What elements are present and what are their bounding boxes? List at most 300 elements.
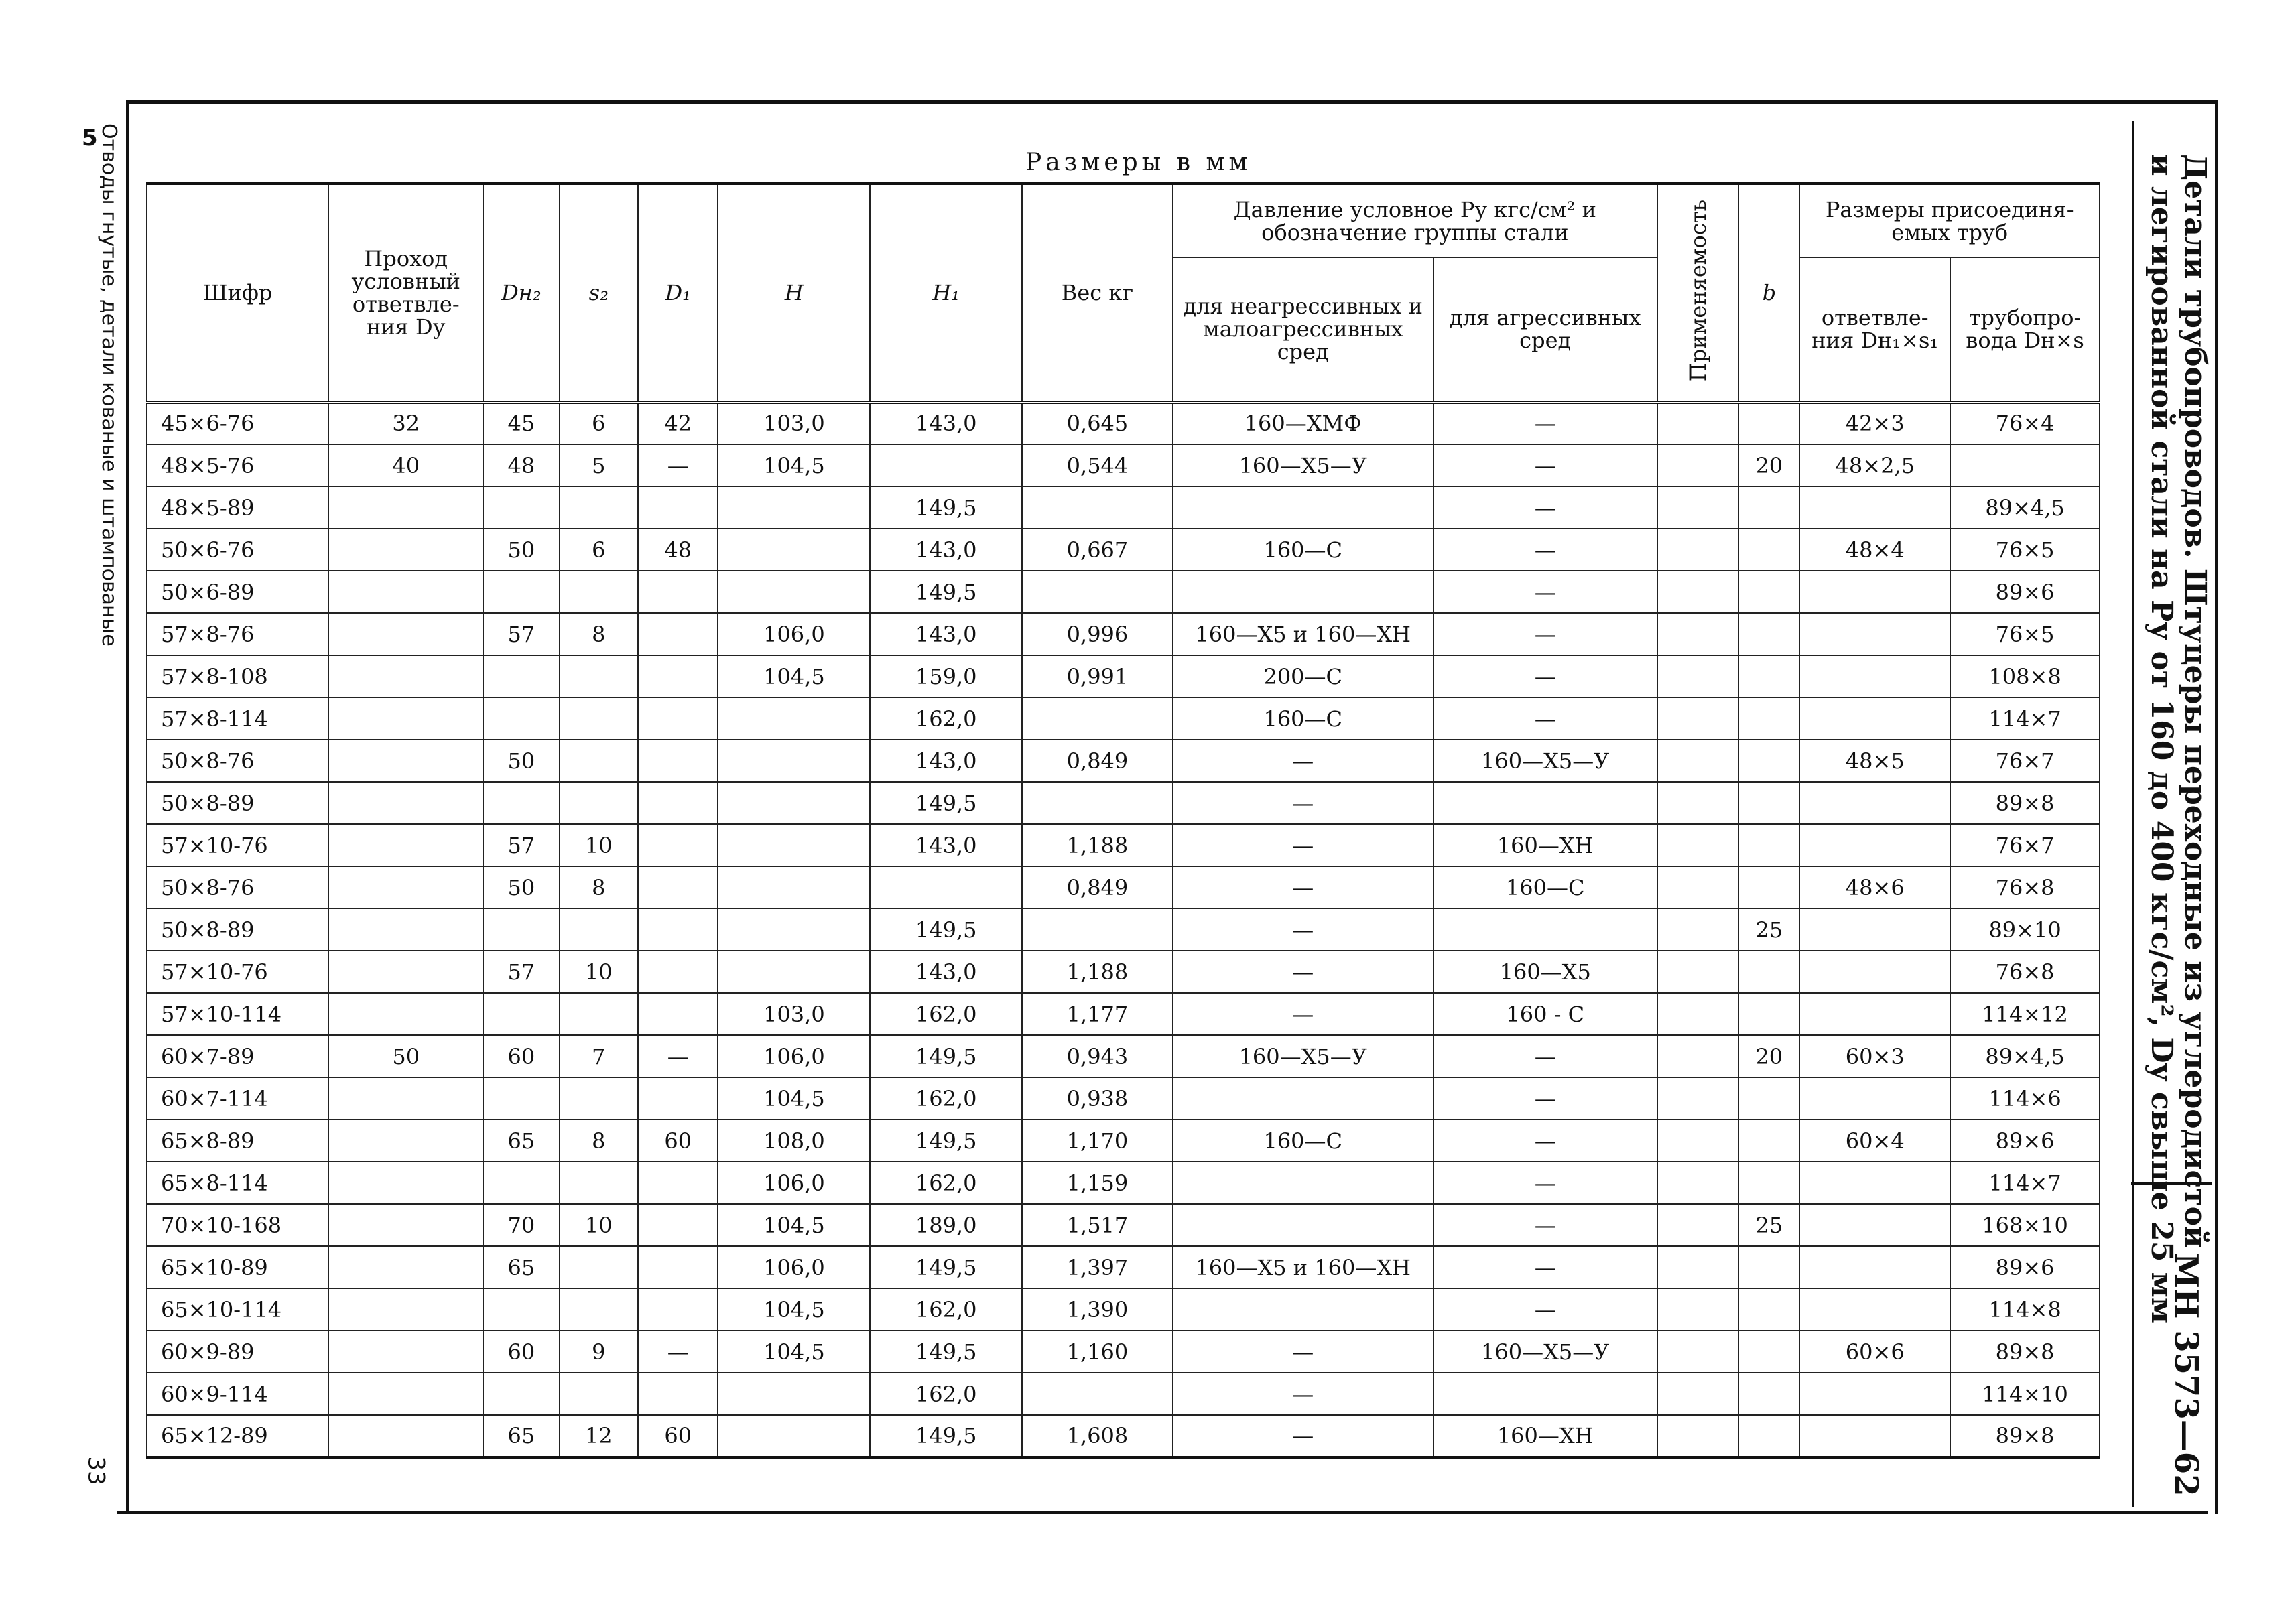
cell-otv <box>1799 655 1950 697</box>
cell-ves: 0,991 <box>1022 655 1173 697</box>
cell-d1 <box>638 908 718 951</box>
cell-agr: — <box>1433 697 1657 740</box>
header-b: b <box>1738 184 1799 402</box>
cell-neagr <box>1173 1204 1433 1246</box>
table-row <box>147 529 2100 571</box>
header-s2: s₂ <box>560 184 638 402</box>
cell-ves: 1,397 <box>1022 1246 1173 1288</box>
cell-agr: — <box>1433 402 1657 444</box>
table-row <box>147 444 2100 486</box>
cell-h <box>718 824 870 866</box>
cell-trub: 114×10 <box>1950 1373 2100 1415</box>
table-row <box>147 951 2100 993</box>
cell-trub: 114×7 <box>1950 697 2100 740</box>
cell-trub: 89×8 <box>1950 1331 2100 1373</box>
cell-shifr: 57×10-76 <box>147 824 328 866</box>
cell-h: 103,0 <box>718 993 870 1035</box>
cell-neagr <box>1173 486 1433 529</box>
cell-trub: 89×6 <box>1950 571 2100 613</box>
cell-otv: 48×2,5 <box>1799 444 1950 486</box>
table-row <box>147 1415 2100 1457</box>
cell-s2 <box>560 740 638 782</box>
cell-h: 104,5 <box>718 655 870 697</box>
cell-neagr: 160—Х5 и 160—ХН <box>1173 613 1433 655</box>
cell-d1: — <box>638 1331 718 1373</box>
cell-h <box>718 782 870 824</box>
cell-b: 25 <box>1738 1204 1799 1246</box>
table-body <box>147 402 2100 1457</box>
cell-dn2: 60 <box>483 1331 559 1373</box>
cell-ves: 1,159 <box>1022 1162 1173 1204</box>
cell-dn2: 60 <box>483 1035 559 1077</box>
cell-h: 104,5 <box>718 1288 870 1331</box>
header-h1: H₁ <box>870 184 1022 402</box>
cell-s2 <box>560 1288 638 1331</box>
cell-h1: 149,5 <box>870 571 1022 613</box>
frame-top-rule <box>127 100 2218 104</box>
cell-dy <box>328 1288 483 1331</box>
title-column-rule <box>2132 121 2134 1507</box>
cell-s2: 6 <box>560 529 638 571</box>
cell-agr: 160—С <box>1433 866 1657 908</box>
cell-b <box>1738 655 1799 697</box>
cell-s2: 7 <box>560 1035 638 1077</box>
cell-neagr <box>1173 1162 1433 1204</box>
cell-d1 <box>638 655 718 697</box>
cell-dn2: 57 <box>483 824 559 866</box>
table-row <box>147 824 2100 866</box>
cell-dn2: 48 <box>483 444 559 486</box>
document-title-line1: Детали трубопроводов. Штуцеры переходные из углеродистой <box>2178 154 2212 1248</box>
cell-h: 106,0 <box>718 613 870 655</box>
table-row <box>147 908 2100 951</box>
cell-primen <box>1657 1077 1738 1120</box>
cell-d1 <box>638 1204 718 1246</box>
cell-shifr: 65×10-114 <box>147 1288 328 1331</box>
cell-d1 <box>638 782 718 824</box>
cell-ves: 0,849 <box>1022 866 1173 908</box>
cell-ves: 0,996 <box>1022 613 1173 655</box>
cell-b <box>1738 1077 1799 1120</box>
cell-shifr: 57×8-114 <box>147 697 328 740</box>
cell-b <box>1738 1162 1799 1204</box>
cell-shifr: 50×6-76 <box>147 529 328 571</box>
cell-neagr: — <box>1173 908 1433 951</box>
cell-dn2 <box>483 782 559 824</box>
cell-s2: 12 <box>560 1415 638 1457</box>
cell-ves <box>1022 697 1173 740</box>
cell-neagr: — <box>1173 1415 1433 1457</box>
cell-agr: — <box>1433 486 1657 529</box>
cell-otv <box>1799 908 1950 951</box>
cell-primen <box>1657 1120 1738 1162</box>
cell-trub: 89×10 <box>1950 908 2100 951</box>
cell-trub: 76×8 <box>1950 951 2100 993</box>
cell-h: 104,5 <box>718 444 870 486</box>
cell-primen <box>1657 824 1738 866</box>
cell-agr: — <box>1433 655 1657 697</box>
cell-h1: 149,5 <box>870 1415 1022 1457</box>
cell-s2 <box>560 908 638 951</box>
cell-otv <box>1799 571 1950 613</box>
cell-s2: 10 <box>560 1204 638 1246</box>
cell-b: 25 <box>1738 908 1799 951</box>
cell-primen <box>1657 1246 1738 1288</box>
cell-trub: 114×8 <box>1950 1288 2100 1331</box>
header-primen-text: Применяемость <box>1685 200 1711 382</box>
cell-h1: 143,0 <box>870 740 1022 782</box>
cell-h1: 189,0 <box>870 1204 1022 1246</box>
cell-trub: 89×4,5 <box>1950 486 2100 529</box>
cell-s2 <box>560 486 638 529</box>
cell-trub: 76×8 <box>1950 866 2100 908</box>
cell-neagr: — <box>1173 951 1433 993</box>
cell-dy <box>328 1120 483 1162</box>
cell-b <box>1738 866 1799 908</box>
cell-h <box>718 908 870 951</box>
cell-trub: 89×8 <box>1950 782 2100 824</box>
cell-agr: 160 - С <box>1433 993 1657 1035</box>
cell-dy <box>328 1077 483 1120</box>
cell-agr: — <box>1433 1120 1657 1162</box>
cell-b <box>1738 529 1799 571</box>
cell-otv: 48×6 <box>1799 866 1950 908</box>
cell-ves: 1,160 <box>1022 1331 1173 1373</box>
cell-h: 103,0 <box>718 402 870 444</box>
cell-h <box>718 951 870 993</box>
cell-b <box>1738 486 1799 529</box>
cell-neagr: 200—С <box>1173 655 1433 697</box>
cell-d1 <box>638 866 718 908</box>
units-caption: Размеры в мм <box>1025 149 1252 176</box>
cell-neagr: — <box>1173 824 1433 866</box>
section-running-title: Отводы гнутые, детали кованые и штампованые <box>97 123 121 647</box>
cell-neagr: 160—С <box>1173 529 1433 571</box>
cell-ves: 0,849 <box>1022 740 1173 782</box>
cell-b <box>1738 1288 1799 1331</box>
cell-ves <box>1022 571 1173 613</box>
cell-b <box>1738 571 1799 613</box>
cell-shifr: 57×8-76 <box>147 613 328 655</box>
cell-h: 104,5 <box>718 1077 870 1120</box>
cell-ves <box>1022 908 1173 951</box>
cell-ves: 0,667 <box>1022 529 1173 571</box>
cell-b <box>1738 1120 1799 1162</box>
cell-d1 <box>638 486 718 529</box>
cell-d1 <box>638 1288 718 1331</box>
header-ves: Вес кг <box>1022 184 1173 402</box>
cell-h: 106,0 <box>718 1035 870 1077</box>
cell-s2: 5 <box>560 444 638 486</box>
cell-h <box>718 1373 870 1415</box>
cell-primen <box>1657 740 1738 782</box>
cell-h1: 143,0 <box>870 613 1022 655</box>
cell-primen <box>1657 613 1738 655</box>
cell-agr: — <box>1433 1246 1657 1288</box>
cell-dy <box>328 951 483 993</box>
cell-shifr: 65×8-114 <box>147 1162 328 1204</box>
cell-b <box>1738 824 1799 866</box>
cell-d1: 42 <box>638 402 718 444</box>
table-row <box>147 486 2100 529</box>
cell-dy <box>328 655 483 697</box>
table-row <box>147 613 2100 655</box>
cell-otv <box>1799 486 1950 529</box>
cell-primen <box>1657 908 1738 951</box>
cell-dy <box>328 571 483 613</box>
header-neagr: для неагрессивных и малоагрессивных сред <box>1173 257 1433 402</box>
cell-primen <box>1657 655 1738 697</box>
cell-h1: 149,5 <box>870 1331 1022 1373</box>
cell-h1: 143,0 <box>870 529 1022 571</box>
cell-shifr: 57×10-114 <box>147 993 328 1035</box>
cell-primen <box>1657 697 1738 740</box>
cell-s2: 10 <box>560 951 638 993</box>
cell-s2 <box>560 1246 638 1288</box>
cell-trub: 89×4,5 <box>1950 1035 2100 1077</box>
cell-primen <box>1657 1204 1738 1246</box>
table-row <box>147 1246 2100 1288</box>
cell-trub: 114×6 <box>1950 1077 2100 1120</box>
table-row <box>147 1204 2100 1246</box>
cell-b: 20 <box>1738 444 1799 486</box>
cell-neagr: 160—С <box>1173 697 1433 740</box>
page-number-bottom: 33 <box>82 1456 110 1485</box>
cell-s2: 8 <box>560 1120 638 1162</box>
cell-primen <box>1657 1373 1738 1415</box>
cell-trub: 89×6 <box>1950 1246 2100 1288</box>
cell-dy <box>328 740 483 782</box>
cell-otv: 60×4 <box>1799 1120 1950 1162</box>
cell-h1 <box>870 444 1022 486</box>
cell-ves: 0,943 <box>1022 1035 1173 1077</box>
cell-h1: 162,0 <box>870 1162 1022 1204</box>
cell-otv <box>1799 1246 1950 1288</box>
cell-h1: 149,5 <box>870 1246 1022 1288</box>
cell-neagr: — <box>1173 1331 1433 1373</box>
cell-agr <box>1433 1373 1657 1415</box>
cell-s2 <box>560 655 638 697</box>
cell-h1: 162,0 <box>870 1077 1022 1120</box>
cell-s2: 10 <box>560 824 638 866</box>
cell-neagr <box>1173 571 1433 613</box>
table-row <box>147 1373 2100 1415</box>
cell-h <box>718 529 870 571</box>
header-razmery: Размеры присоединя- емых труб <box>1799 184 2100 257</box>
cell-h1: 149,5 <box>870 1120 1022 1162</box>
cell-dy <box>328 486 483 529</box>
cell-h <box>718 486 870 529</box>
cell-agr <box>1433 782 1657 824</box>
cell-agr: — <box>1433 1162 1657 1204</box>
document-title-line2: и легированной стали на Pу от 160 до 400 кгс/см², Dу свыше 25 мм <box>2145 154 2179 1324</box>
cell-h: 106,0 <box>718 1162 870 1204</box>
cell-dn2: 45 <box>483 402 559 444</box>
cell-trub: 114×7 <box>1950 1162 2100 1204</box>
cell-dy <box>328 1331 483 1373</box>
header-davlenie: Давление условное Pу кгс/см² и обозначение группы стали <box>1173 184 1657 257</box>
table-row <box>147 571 2100 613</box>
cell-otv <box>1799 1415 1950 1457</box>
cell-shifr: 50×6-89 <box>147 571 328 613</box>
cell-b <box>1738 697 1799 740</box>
cell-ves: 1,188 <box>1022 951 1173 993</box>
cell-neagr: — <box>1173 782 1433 824</box>
cell-agr: — <box>1433 1204 1657 1246</box>
cell-trub: 114×12 <box>1950 993 2100 1035</box>
cell-h1: 149,5 <box>870 1035 1022 1077</box>
table-row <box>147 993 2100 1035</box>
cell-dn2: 50 <box>483 740 559 782</box>
cell-h <box>718 866 870 908</box>
cell-d1 <box>638 571 718 613</box>
cell-neagr: — <box>1173 993 1433 1035</box>
cell-dn2: 65 <box>483 1120 559 1162</box>
cell-dn2 <box>483 486 559 529</box>
cell-d1: 60 <box>638 1415 718 1457</box>
cell-d1 <box>638 697 718 740</box>
cell-primen <box>1657 1162 1738 1204</box>
cell-ves: 0,938 <box>1022 1077 1173 1120</box>
table-row <box>147 866 2100 908</box>
cell-dy <box>328 1246 483 1288</box>
cell-shifr: 65×8-89 <box>147 1120 328 1162</box>
cell-dn2 <box>483 1162 559 1204</box>
document-title <box>2145 154 2212 1323</box>
cell-d1: 60 <box>638 1120 718 1162</box>
frame-left-rule <box>126 100 129 1513</box>
table-row <box>147 1288 2100 1331</box>
cell-h1 <box>870 866 1022 908</box>
cell-otv: 48×5 <box>1799 740 1950 782</box>
cell-dy <box>328 697 483 740</box>
cell-h1: 143,0 <box>870 824 1022 866</box>
cell-agr: — <box>1433 613 1657 655</box>
cell-ves: 1,177 <box>1022 993 1173 1035</box>
cell-dy: 32 <box>328 402 483 444</box>
cell-agr: 160—Х5—У <box>1433 1331 1657 1373</box>
header-primen <box>1657 184 1738 402</box>
frame-right-rule <box>2215 100 2218 1514</box>
dimensions-table <box>146 182 2100 1459</box>
cell-trub: 76×4 <box>1950 402 2100 444</box>
header-h: H <box>718 184 870 402</box>
standard-code: МН 3573—62 <box>2167 1253 2205 1497</box>
cell-shifr: 60×7-89 <box>147 1035 328 1077</box>
cell-otv: 42×3 <box>1799 402 1950 444</box>
cell-shifr: 48×5-89 <box>147 486 328 529</box>
cell-neagr: 160—С <box>1173 1120 1433 1162</box>
cell-shifr: 45×6-76 <box>147 402 328 444</box>
cell-s2: 9 <box>560 1331 638 1373</box>
cell-dy: 40 <box>328 444 483 486</box>
cell-d1 <box>638 951 718 993</box>
cell-shifr: 60×9-114 <box>147 1373 328 1415</box>
cell-h1: 149,5 <box>870 782 1022 824</box>
cell-dy <box>328 993 483 1035</box>
cell-shifr: 57×10-76 <box>147 951 328 993</box>
header-agr: для агрессивных сред <box>1433 257 1657 402</box>
cell-shifr: 48×5-76 <box>147 444 328 486</box>
table-row <box>147 697 2100 740</box>
cell-s2 <box>560 1373 638 1415</box>
cell-shifr: 65×10-89 <box>147 1246 328 1288</box>
table-row <box>147 1162 2100 1204</box>
cell-shifr: 57×8-108 <box>147 655 328 697</box>
frame-bottom-rule <box>117 1511 2208 1514</box>
cell-ves <box>1022 1373 1173 1415</box>
cell-h <box>718 697 870 740</box>
cell-ves: 1,608 <box>1022 1415 1173 1457</box>
cell-s2: 8 <box>560 866 638 908</box>
cell-d1 <box>638 1373 718 1415</box>
cell-dn2 <box>483 1373 559 1415</box>
cell-otv <box>1799 613 1950 655</box>
cell-primen <box>1657 444 1738 486</box>
cell-primen <box>1657 1415 1738 1457</box>
cell-s2: 6 <box>560 402 638 444</box>
cell-agr: — <box>1433 529 1657 571</box>
cell-ves: 0,645 <box>1022 402 1173 444</box>
cell-otv: 60×6 <box>1799 1331 1950 1373</box>
cell-otv <box>1799 697 1950 740</box>
cell-otv <box>1799 782 1950 824</box>
cell-trub <box>1950 444 2100 486</box>
cell-otv <box>1799 993 1950 1035</box>
cell-otv: 60×3 <box>1799 1035 1950 1077</box>
cell-dy <box>328 613 483 655</box>
cell-d1 <box>638 1246 718 1288</box>
cell-b <box>1738 740 1799 782</box>
cell-h: 108,0 <box>718 1120 870 1162</box>
cell-h <box>718 740 870 782</box>
cell-otv <box>1799 951 1950 993</box>
cell-dn2 <box>483 908 559 951</box>
cell-h1: 162,0 <box>870 1373 1022 1415</box>
cell-s2: 8 <box>560 613 638 655</box>
cell-h1: 149,5 <box>870 908 1022 951</box>
cell-d1 <box>638 613 718 655</box>
cell-neagr: — <box>1173 1373 1433 1415</box>
cell-agr: — <box>1433 1035 1657 1077</box>
cell-dy <box>328 1204 483 1246</box>
cell-h: 106,0 <box>718 1246 870 1288</box>
cell-agr: 160—ХН <box>1433 824 1657 866</box>
table-row <box>147 740 2100 782</box>
cell-dn2: 50 <box>483 529 559 571</box>
cell-primen <box>1657 1288 1738 1331</box>
cell-primen <box>1657 1035 1738 1077</box>
cell-ves: 1,170 <box>1022 1120 1173 1162</box>
cell-ves: 1,188 <box>1022 824 1173 866</box>
cell-b <box>1738 1415 1799 1457</box>
cell-otv <box>1799 1373 1950 1415</box>
cell-shifr: 50×8-76 <box>147 740 328 782</box>
cell-d1 <box>638 993 718 1035</box>
cell-otv <box>1799 1288 1950 1331</box>
cell-b <box>1738 1373 1799 1415</box>
cell-trub: 76×7 <box>1950 824 2100 866</box>
cell-h1: 162,0 <box>870 697 1022 740</box>
cell-otv: 48×4 <box>1799 529 1950 571</box>
cell-ves <box>1022 782 1173 824</box>
cell-s2 <box>560 1077 638 1120</box>
cell-ves: 0,544 <box>1022 444 1173 486</box>
cell-dy <box>328 824 483 866</box>
cell-trub: 76×5 <box>1950 613 2100 655</box>
cell-agr: 160—Х5 <box>1433 951 1657 993</box>
table-row <box>147 1035 2100 1077</box>
